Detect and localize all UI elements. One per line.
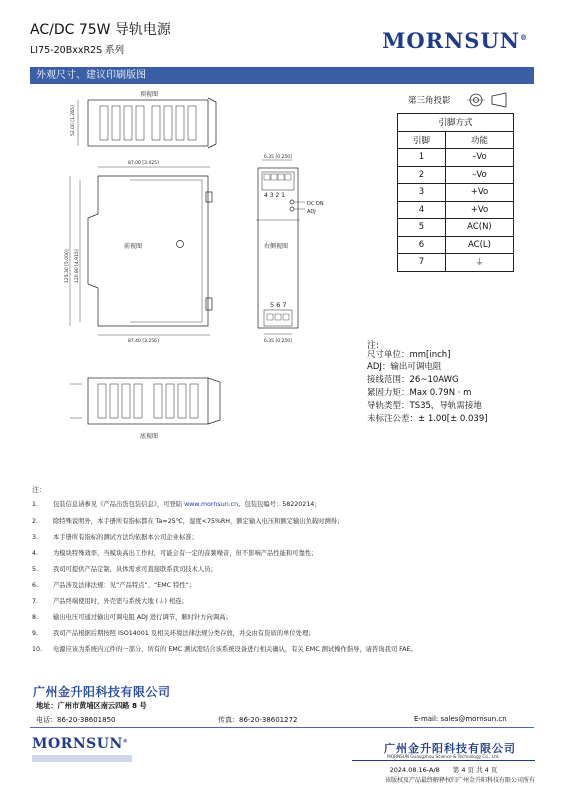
mechanical-drawing: [30, 88, 370, 468]
note-line: 导轨类型：TS35，导轨需接地: [367, 401, 482, 411]
company-address: 地址：广州市黄埔区南云四路 8 号: [36, 701, 147, 710]
footnote-item: 5. 我司可提供产品定制，具体需求可直接联系我司技术人员；: [32, 566, 217, 573]
notes-title: 注:: [367, 341, 380, 351]
pin-function: AC(L): [445, 236, 513, 254]
series-name: LI75-20BxxR2S 系列: [30, 45, 125, 56]
pin-number: 4: [398, 201, 446, 219]
pin-table-header: 引脚: [398, 131, 446, 149]
website-link[interactable]: www.mornsun.cn: [184, 501, 239, 508]
note-line: ADJ：输出可调电阻: [367, 362, 442, 372]
footnote-item: 8. 输出电压可通过输出可调电阻 ADJ 进行调节，顺时针方向调高；: [32, 614, 232, 621]
phone-number: 电话：86-20-38601850: [36, 716, 116, 724]
pin-numbers-top: 4 3 2 1: [264, 192, 285, 199]
third-angle-projection-icon: [466, 90, 516, 110]
bottom-width-dimension: 87.40 [3.256]: [128, 339, 159, 344]
footer-company-name: 广州金升阳科技有限公司: [384, 742, 516, 755]
footnote-item: 4. 为模块特殊效率，当模块高出工作时，可能会有一定的音频噪音，但不影响产品性能和可靠性；: [32, 550, 318, 557]
datasheet-title: AC/DC 75W 导轨电源: [30, 22, 171, 38]
height-dimension-b: 120.80 [4.915]: [75, 249, 80, 283]
note-line: 接线范围：26~10AWG: [367, 375, 459, 385]
table-row: [398, 254, 514, 272]
dc-on-label: DC ON: [307, 201, 324, 207]
pin-number: 3: [398, 184, 446, 202]
footnote-item: 6. 产品涉及法律法规：见“产品特点”、“EMC 特性”；: [32, 582, 196, 589]
adj-label: ADJ: [307, 209, 316, 215]
pin-number: 7: [398, 254, 446, 272]
bottom-view-label: 底视图: [140, 433, 159, 440]
footnote-item: 9. 我司产品根据后期按照 ISO14001 及相关环境法律法规分类存放，并交由有资质的单位处理；: [32, 630, 315, 637]
pin-function: +Vo: [445, 201, 513, 219]
footnote-item: 10. 电源应该为系统内元件的一部分，所有的 EMC 测试需结合该系统设备进行相关确认，有关 EMC 测试操作指导，请咨询我司 FAE。: [32, 646, 417, 653]
footnotes-label: 注：: [32, 486, 46, 494]
projection-label: 第三角投影: [408, 96, 451, 106]
brand-logo: MORNSUN®: [382, 28, 528, 53]
depth-dimension: 52.00 [1.265]: [71, 105, 76, 136]
top-view-label: 顶视图: [140, 91, 159, 98]
note-line: 未标注公差：± 1.00[± 0.039]: [367, 414, 488, 424]
email-address[interactable]: E-mail: sales@mornsun.cn: [414, 715, 507, 723]
width-dimension: 87.00 [3.425]: [128, 161, 159, 166]
table-row: [398, 166, 514, 184]
pin-number: 2: [398, 166, 446, 184]
footnote-item: 2. 除特殊说明外，本手册所有指标都在 Ta=25℃，湿度<75%RH，额定输入电压和额定输出负载时测得；: [32, 518, 344, 525]
footnote-item: 7. 产品终端使用时，外壳需与系统大地 (⏚) 相连；: [32, 598, 188, 605]
pin-table-title: 引脚方式: [398, 114, 514, 132]
right-view-label: 右侧视图: [264, 243, 289, 250]
footer-divider: [30, 727, 534, 728]
pin-function: +Vo: [445, 184, 513, 202]
footnote-item: 3. 本手册所有指标的测试方法均依据本公司企业标准；: [32, 534, 198, 541]
version-page-info: 2024.08.16-A/8 第 4 页 共 4 页: [389, 766, 498, 774]
note-line: 紧固力矩：Max 0.79N · m: [367, 388, 472, 398]
pin-pitch-top: 6.35 [0.250]: [264, 155, 292, 160]
note-line: 尺寸单位：mm[inch]: [367, 350, 451, 360]
pin-table-header: 功能: [445, 131, 513, 149]
pin-function: –Vo: [445, 166, 513, 184]
pin-function: –Vo: [445, 149, 513, 167]
fax-number: 传真：86-20-38601272: [218, 716, 298, 724]
company-name: 广州金升阳科技有限公司: [33, 685, 171, 699]
ground-icon: ⏚: [445, 254, 513, 272]
pin-table: [397, 113, 514, 272]
footnote-item: 1. 包装信息请参见《产品出货包装信息》，可登陆 www.mornsun.cn。包装包编号：58220214；: [32, 501, 321, 508]
pin-number: 1: [398, 149, 446, 167]
pin-function: AC(N): [445, 219, 513, 237]
pin-pitch-bottom: 6.35 [0.250]: [264, 339, 292, 344]
table-row: [398, 149, 514, 167]
section-header: 外观尺寸、建议印刷版图: [30, 67, 534, 84]
copyright-notice: 该版权及产品最终解释权归广州金升阳科技有限公司所有: [384, 777, 535, 784]
height-dimension-a: 125.30 [5.000]: [65, 249, 70, 283]
table-row: [398, 236, 514, 254]
footer-brand-logo: MORNSUN®: [32, 736, 129, 752]
table-row: [398, 219, 514, 237]
footer-decoration: [32, 755, 132, 762]
footer-rule: [352, 760, 535, 761]
front-view-label: 前视图: [124, 243, 143, 250]
table-row: [398, 184, 514, 202]
pin-numbers-bottom: 5 6 7: [270, 301, 287, 309]
table-row: [398, 201, 514, 219]
pin-number: 6: [398, 236, 446, 254]
footer-company-english: MORNSUN Guangzhou Science & Technology Co., Ltd.: [387, 754, 500, 759]
pin-number: 5: [398, 219, 446, 237]
